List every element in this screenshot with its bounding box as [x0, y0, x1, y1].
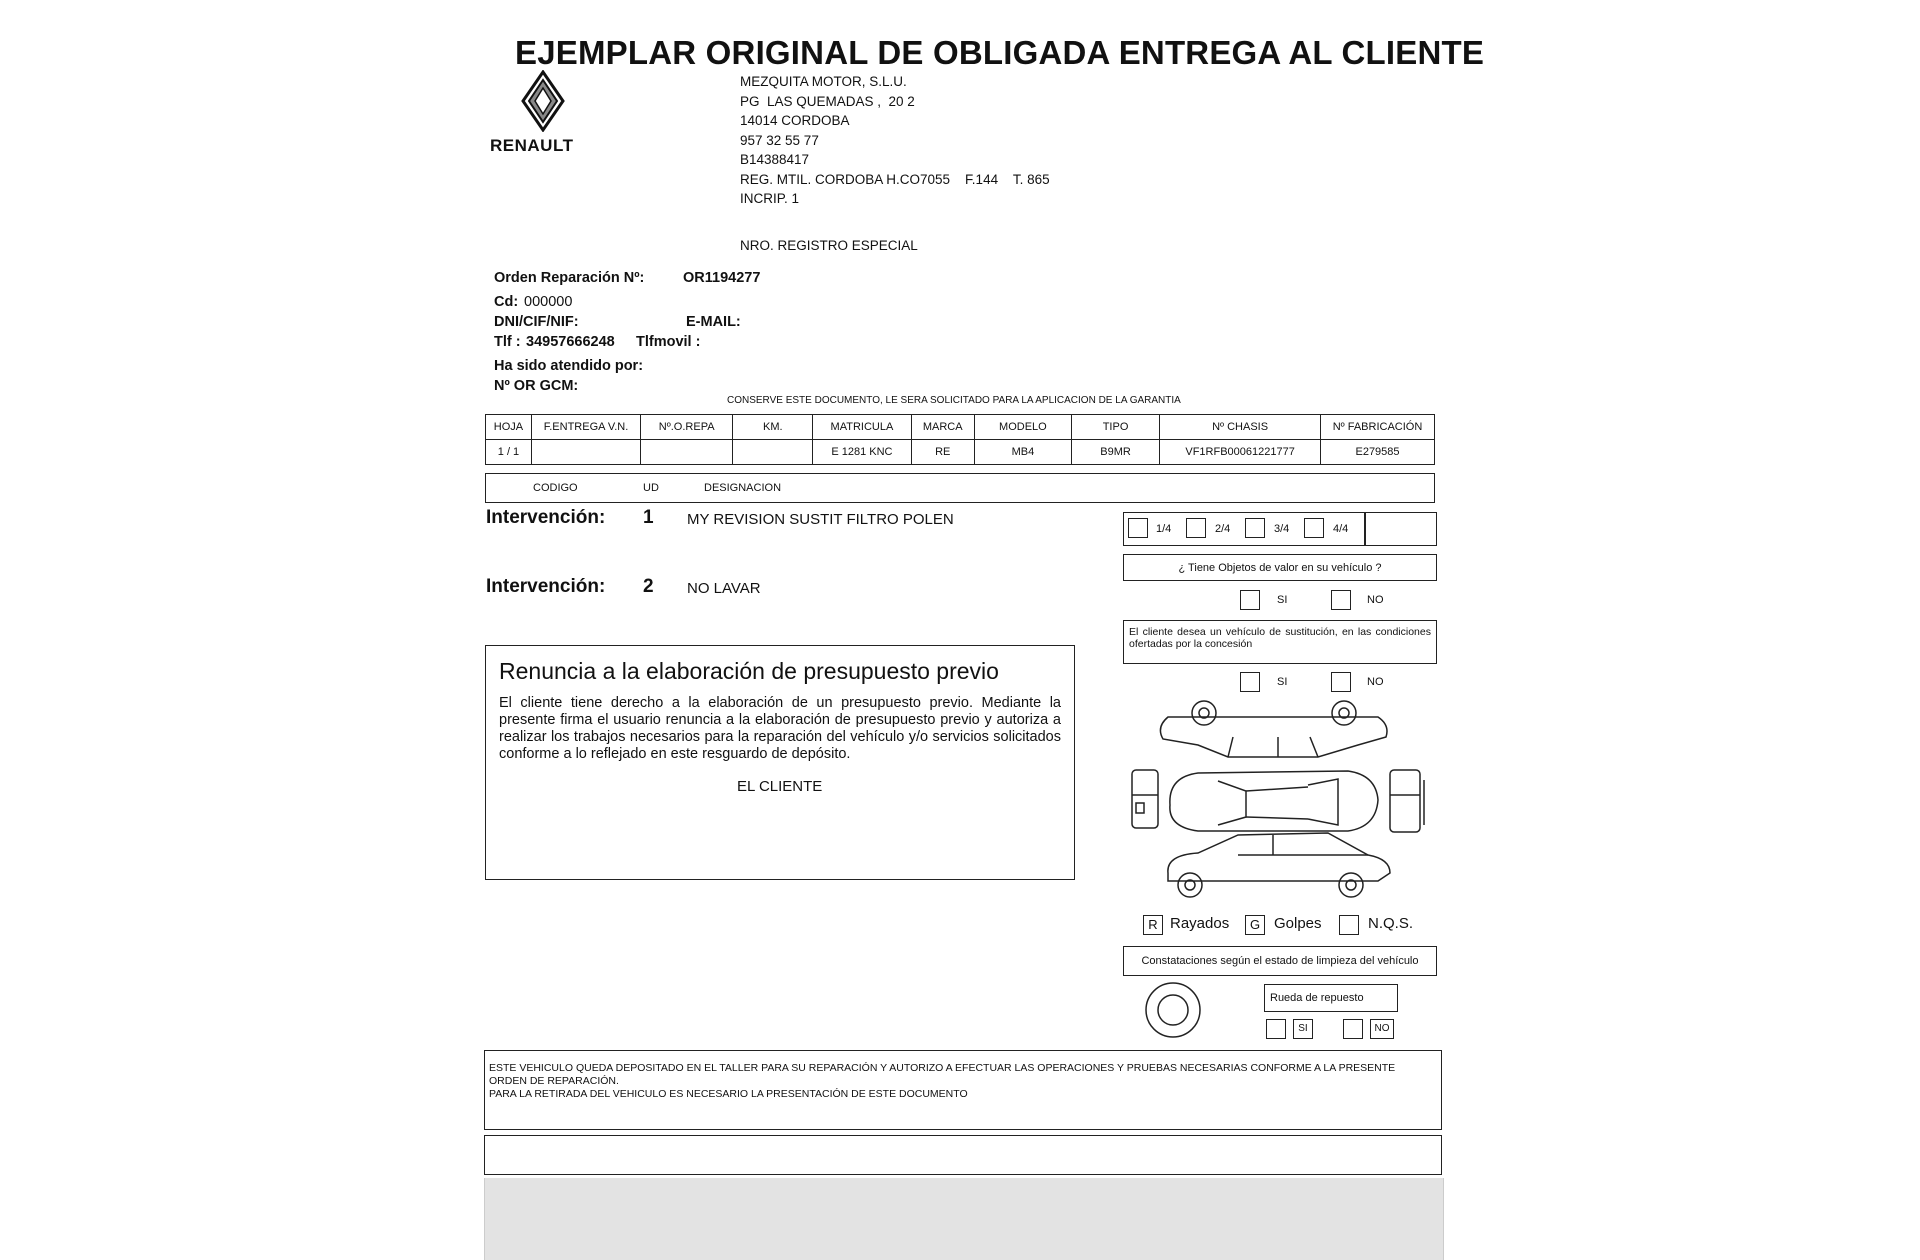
- table-cell: [733, 440, 813, 465]
- deposit-notice-box: [484, 1050, 1442, 1130]
- tlfmovil-label: Tlfmovil :: [636, 334, 701, 350]
- valuables-yes-label: SI: [1277, 594, 1288, 606]
- cd-label: Cd:: [494, 294, 519, 310]
- company-line: 957 32 55 77: [740, 132, 819, 148]
- renuncia-body: El cliente tiene derecho a la elaboración de un presupuesto previo. Mediante la presente firma el usuario renuncia a la elaboración de presupuesto previo y autoriza a realizar los trabajos necesarios para la reparación del vehículo y/o servicios solicitados conforme a lo reflejado en este resguardo de depósito.: [499, 695, 1061, 762]
- gray-footer-area: [484, 1178, 1444, 1260]
- retirada-notice-text: PARA LA RETIRADA DEL VEHICULO ES NECESARIO LA PRESENTACIÓN DE ESTE DOCUMENTO: [489, 1088, 968, 1100]
- fuel-label: 2/4: [1215, 523, 1231, 535]
- spare-wheel-yes-label: SI: [1293, 1019, 1313, 1039]
- table-header: F.ENTREGA V.N.: [531, 415, 640, 440]
- damage-legend-label: N.Q.S.: [1368, 915, 1414, 932]
- valuables-question-box: [1123, 554, 1437, 581]
- spare-wheel-icon: [1143, 980, 1203, 1040]
- table-header: TIPO: [1071, 415, 1159, 440]
- orden-label: Orden Reparación Nº:: [494, 270, 645, 286]
- table-cell: E279585: [1321, 440, 1435, 465]
- replacement-no-label: NO: [1367, 676, 1384, 688]
- gcm-label: Nº OR GCM:: [494, 378, 579, 394]
- spare-wheel-yes-checkbox[interactable]: [1266, 1019, 1286, 1039]
- valuables-yes-checkbox[interactable]: [1240, 590, 1260, 610]
- fuel-extra-box: [1365, 512, 1437, 546]
- orden-value: OR1194277: [683, 270, 761, 286]
- table-cell: B9MR: [1071, 440, 1159, 465]
- atendido-label: Ha sido atendido por:: [494, 358, 644, 374]
- replacement-no-checkbox[interactable]: [1331, 672, 1351, 692]
- company-line: REG. MTIL. CORDOBA H.CO7055 F.144 T. 865: [740, 171, 1050, 187]
- company-line: B14388417: [740, 152, 810, 167]
- replacement-question-box: [1123, 620, 1437, 664]
- tlf-value: 34957666248: [526, 334, 615, 350]
- vehicle-table: [485, 414, 1435, 465]
- dni-label: DNI/CIF/NIF:: [494, 314, 579, 330]
- damage-legend-label: Rayados: [1170, 915, 1230, 932]
- damage-legend-box: [1339, 915, 1359, 935]
- renault-logo-icon: [513, 70, 573, 132]
- fuel-checkbox[interactable]: [1245, 518, 1265, 538]
- deposit-notice-text: ESTE VEHICULO QUEDA DEPOSITADO EN EL TALLER PARA SU REPARACIÓN Y AUTORIZO A EFECTUAR LAS OPERACIONES Y PRUEBAS NECESARIAS CONFORME A LA PRESENTE ORDEN DE REPARACIÓN.: [489, 1062, 1396, 1087]
- company-line: INCRIP. 1: [740, 191, 800, 206]
- intervention-label: Intervención:: [486, 507, 606, 528]
- fuel-checkbox[interactable]: [1304, 518, 1324, 538]
- fuel-label: 3/4: [1274, 523, 1290, 535]
- table-cell: MB4: [974, 440, 1071, 465]
- cd-value: 000000: [524, 294, 573, 310]
- designation-header-box: [485, 473, 1435, 503]
- spare-wheel-box: [1264, 984, 1398, 1012]
- spare-wheel-no-checkbox[interactable]: [1343, 1019, 1363, 1039]
- car-damage-diagram-icon[interactable]: [1128, 695, 1438, 910]
- constataciones-box: [1123, 946, 1437, 976]
- spare-wheel-no-label: NO: [1370, 1019, 1394, 1039]
- conserve-note: CONSERVE ESTE DOCUMENTO, LE SERA SOLICITADO PARA LA APLICACION DE LA GARANTIA: [727, 395, 1181, 406]
- table-header: HOJA: [486, 415, 532, 440]
- intervention-number: 1: [643, 507, 654, 528]
- replacement-yes-checkbox[interactable]: [1240, 672, 1260, 692]
- document-title: EJEMPLAR ORIGINAL DE OBLIGADA ENTREGA AL CLIENTE: [515, 34, 1485, 71]
- table-cell: RE: [911, 440, 974, 465]
- table-header: MARCA: [911, 415, 974, 440]
- company-line: PG LAS QUEMADAS , 20 2: [740, 93, 915, 109]
- company-line: MEZQUITA MOTOR, S.L.U.: [740, 74, 907, 89]
- table-header: Nº.O.REPA: [641, 415, 733, 440]
- fuel-label: 1/4: [1156, 523, 1172, 535]
- table-cell: 1 / 1: [486, 440, 532, 465]
- intervention-number: 2: [643, 576, 654, 597]
- constataciones-label: Constataciones según el estado de limpieza del vehículo: [1141, 955, 1419, 967]
- intervention-text: MY REVISION SUSTIT FILTRO POLEN: [687, 511, 954, 528]
- table-header-row: [486, 415, 1435, 440]
- intervention-text: NO LAVAR: [687, 580, 761, 597]
- table-header: MODELO: [974, 415, 1071, 440]
- fuel-checkbox[interactable]: [1128, 518, 1148, 538]
- ud-header: UD: [643, 482, 659, 494]
- table-header: MATRICULA: [813, 415, 911, 440]
- damage-legend-box: R: [1143, 915, 1163, 935]
- brand-name: RENAULT: [490, 136, 574, 155]
- table-cell: [641, 440, 733, 465]
- replacement-question: El cliente desea un vehículo de sustitución, en las condiciones ofertadas por la concesión: [1129, 626, 1431, 650]
- table-header: KM.: [733, 415, 813, 440]
- designacion-header: DESIGNACION: [704, 482, 782, 494]
- damage-legend-label: Golpes: [1274, 915, 1322, 932]
- signature-box: [484, 1135, 1442, 1175]
- table-cell: VF1RFB00061221777: [1160, 440, 1321, 465]
- replacement-yes-label: SI: [1277, 676, 1288, 688]
- registro-especial: NRO. REGISTRO ESPECIAL: [740, 238, 918, 253]
- codigo-header: CODIGO: [533, 482, 578, 494]
- intervention-label: Intervención:: [486, 576, 606, 597]
- email-label: E-MAIL:: [686, 314, 741, 330]
- table-row: [486, 440, 1435, 465]
- spare-wheel-label: Rueda de repuesto: [1270, 992, 1364, 1004]
- valuables-no-checkbox[interactable]: [1331, 590, 1351, 610]
- fuel-checkbox[interactable]: [1186, 518, 1206, 538]
- damage-legend-box: G: [1245, 915, 1265, 935]
- fuel-label: 4/4: [1333, 523, 1349, 535]
- renuncia-box: [485, 645, 1075, 880]
- valuables-no-label: NO: [1367, 594, 1384, 606]
- signature-label: EL CLIENTE: [737, 778, 823, 795]
- renuncia-title: Renuncia a la elaboración de presupuesto previo: [499, 658, 999, 684]
- table-header: Nº CHASIS: [1160, 415, 1321, 440]
- table-cell: [531, 440, 640, 465]
- tlf-label: Tlf :: [494, 334, 521, 350]
- company-address: [740, 72, 1050, 209]
- valuables-question: ¿ Tiene Objetos de valor en su vehículo ?: [1178, 562, 1382, 574]
- company-line: 14014 CORDOBA: [740, 113, 850, 128]
- table-header: Nº FABRICACIÓN: [1321, 415, 1435, 440]
- table-cell: E 1281 KNC: [813, 440, 911, 465]
